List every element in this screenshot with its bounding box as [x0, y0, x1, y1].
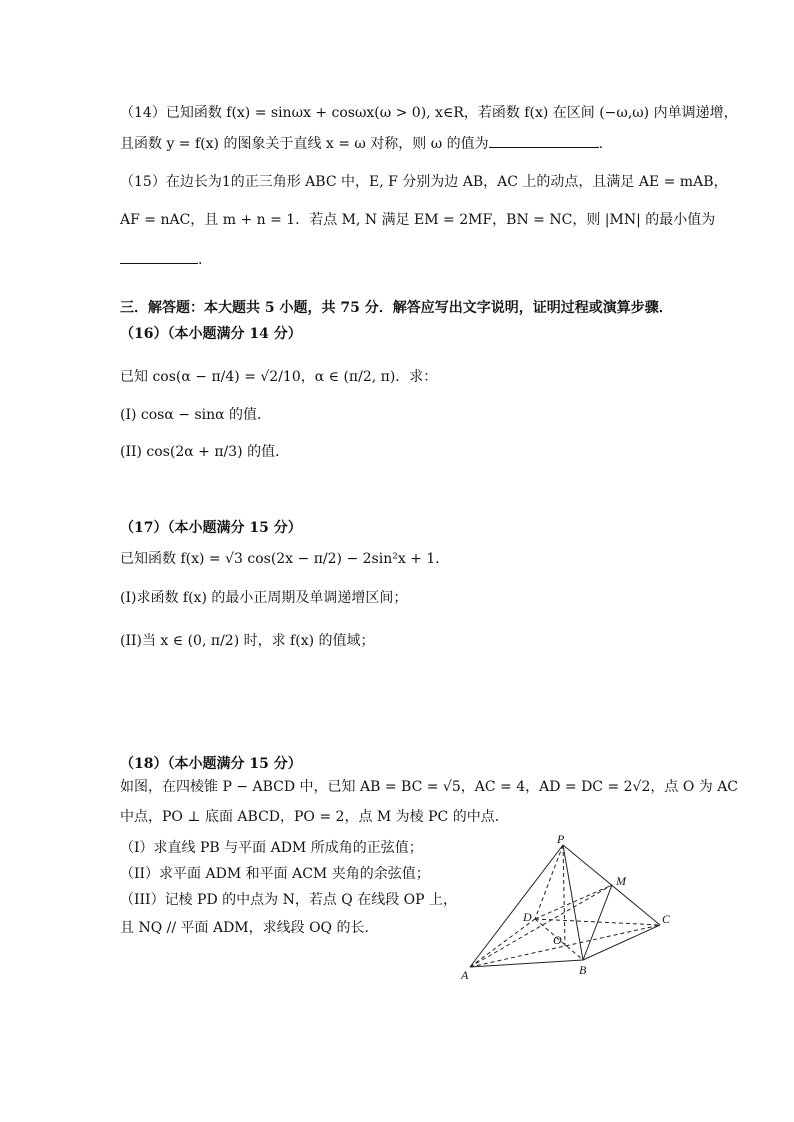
label-m: M: [616, 874, 626, 888]
label-c: C: [662, 912, 671, 926]
q17-header: （17）（本小题满分 15 分）: [120, 520, 302, 536]
q17-given: 已知函数 f(x) = √3 cos(2x − π/2) − 2sin²x + 1．: [120, 551, 450, 567]
q17-part2: (II)当 x ∈ (0, π/2) 时，求 f(x) 的值域；: [120, 633, 375, 649]
edge-po: [563, 845, 565, 946]
edge-pd: [535, 845, 563, 919]
edge-pa: [470, 845, 563, 967]
edge-ad: [470, 919, 535, 967]
q18-part1: （I）求直线 PB 与平面 ADM 所成角的正弦值；: [120, 840, 423, 856]
q14-line2-text: 且函数 y = f(x) 的图象关于直线 x = ω 对称，则 ω 的值为: [120, 136, 489, 152]
q14-end: .: [598, 136, 604, 152]
q15-end: .: [198, 252, 203, 268]
label-b: B: [579, 963, 587, 977]
q17-part1: (I)求函数 f(x) 的最小正周期及单调递增区间；: [120, 590, 408, 606]
q16-part2: (II) cos(2α + π/3) 的值．: [120, 444, 290, 460]
pyramid-figure: [455, 835, 685, 985]
q15-answer-blank: [120, 249, 198, 264]
q14-line2: [120, 133, 603, 154]
label-d: D: [523, 910, 532, 924]
q16-header: （16）（本小题满分 14 分）: [120, 326, 302, 342]
q15-line3: [120, 249, 202, 270]
q14-answer-blank: [489, 133, 599, 148]
section-3-title: 三．解答题：本大题共 5 小题，共 75 分．解答应写出文字说明，证明过程或演算步骤．: [120, 300, 673, 316]
q18-part2: （II）求平面 ADM 和平面 ACM 夹角的余弦值；: [120, 866, 430, 882]
label-o: O: [553, 933, 562, 947]
q18-part3b: 且 NQ // 平面 ADM，求线段 OQ 的长．: [120, 920, 379, 936]
edge-am: [470, 885, 612, 967]
q15-line2: AF = nAC，且 m + n = 1．若点 M, N 满足 EM = 2MF，BN = NC，则 |MN| 的最小值为: [120, 212, 716, 228]
label-p: P: [557, 835, 565, 846]
q15-line1: （15）在边长为1的正三角形 ABC 中，E, F 分别为边 AB，AC 上的动点，且满足 AE = mAB，: [120, 174, 728, 190]
q18-header: （18）（本小题满分 15 分）: [120, 756, 302, 772]
q16-given: 已知 cos(α − π/4) = √2/10，α ∈ (π/2, π)．求：: [120, 369, 438, 385]
q14-line1: （14）已知函数 f(x) = sinωx + cosωx(ω > 0), x∈R，若函数 f(x) 在区间 (−ω,ω) 内单调递增，: [120, 105, 738, 121]
label-a: A: [461, 968, 469, 982]
q18-part3: （III）记棱 PD 的中点为 N，若点 Q 在线段 OP 上，: [120, 892, 458, 908]
q18-line2: 中点，PO ⊥ 底面 ABCD，PO = 2，点 M 为棱 PC 的中点．: [120, 809, 509, 825]
q18-line1: 如图，在四棱锥 P − ABCD 中，已知 AB = BC = √5，AC = 4，AD = DC = 2√2，点 O 为 AC: [120, 779, 739, 795]
q16-part1: (I) cosα − sinα 的值．: [120, 407, 272, 423]
